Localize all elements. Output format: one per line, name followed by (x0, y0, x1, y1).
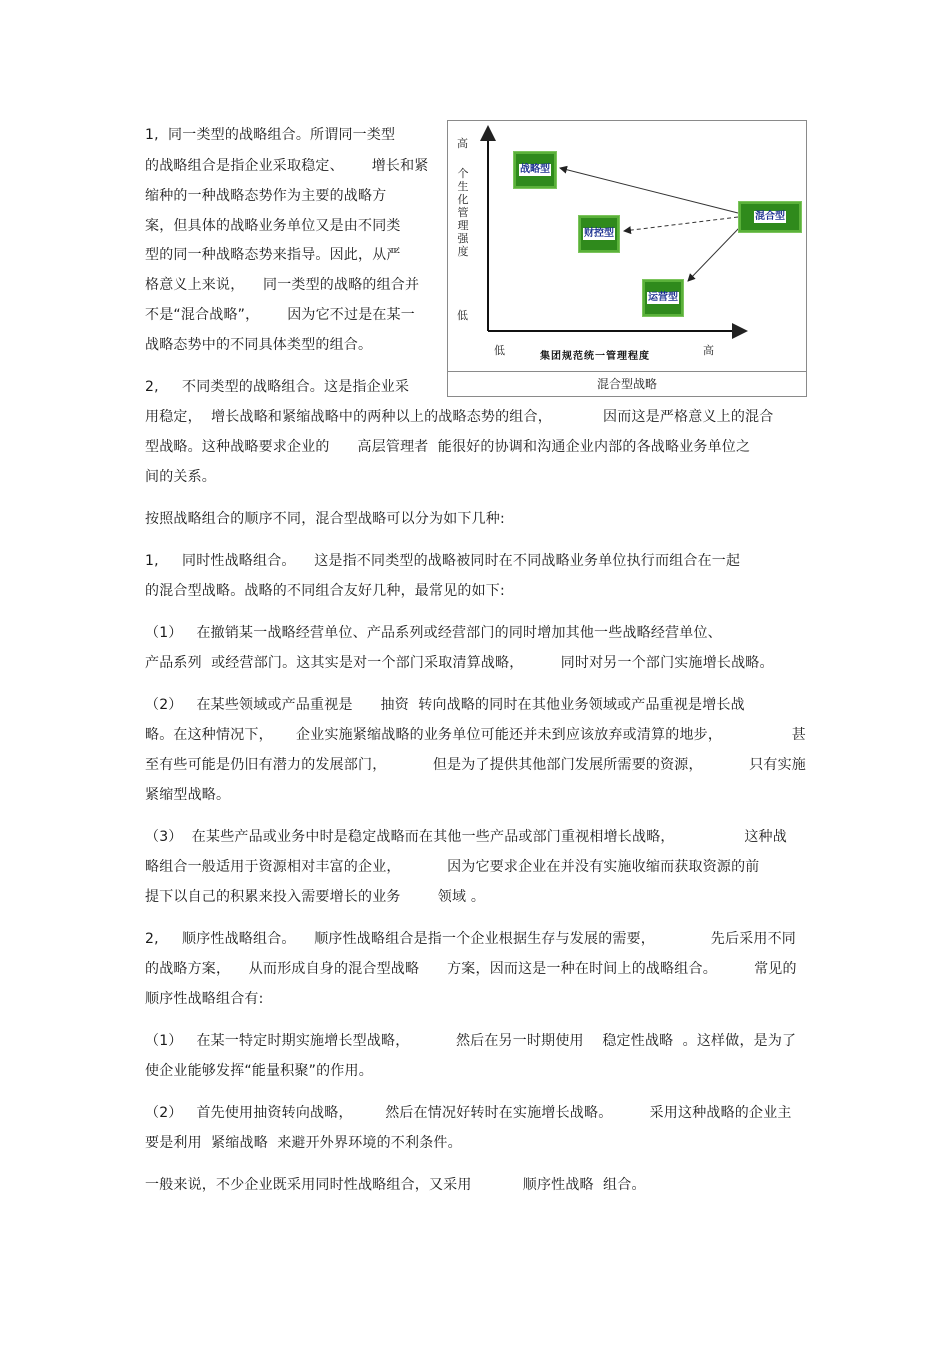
text-line: 一般来说，不少企业既采用同时性战略组合，又采用 顺序性战略 组合。 (145, 1177, 646, 1193)
text-line: 顺序性战略组合有: (145, 991, 264, 1007)
text-line: （3） 在某些产品或业务中时是稳定战略而在其他一些产品或部门重视相增长战略， 这种战 (145, 829, 787, 845)
text-line: （2） 首先使用抽资转向战略， 然后在情况好转时在实施增长战略。 采用这种战略的企业主 (145, 1105, 792, 1121)
text-line: 按照战略组合的顺序不同，混合型战略可以分为如下几种: (145, 511, 505, 527)
text-line: 1, 同时性战略组合。 这是指不同类型的战略被同时在不同战略业务单位执行而组合在一起 (145, 553, 741, 569)
text-line: 使企业能够发挥“能量积聚”的作用。 (145, 1063, 373, 1079)
arrow-to-strategy (560, 168, 738, 213)
text-line: 产品系列 或经营部门。这其实是对一个部门采取清算战略， 同时对另一个部门实施增长战略。 (145, 655, 774, 671)
text-line: 的战略方案， 从而形成自身的混合型战略 方案，因而这是一种在时间上的战略组合。 常见的 (145, 961, 797, 977)
diagram-arrows (448, 121, 806, 371)
text-line: 型战略。这种战略要求企业的 高层管理者 能很好的协调和沟通企业内部的各战略业务单位之 (145, 439, 751, 455)
arrow-to-ops (688, 227, 740, 281)
text-line: 的战略组合是指企业采取稳定、 增长和紧 (145, 158, 429, 174)
text-line: 至有些可能是仍旧有潜力的发展部门， 但是为了提供其他部门发展所需要的资源， 只有实施 (145, 757, 807, 773)
text-line: 用稳定， 增长战略和紧缩战略中的两种以上的战略态势的组合， 因而这是严格意义上的混合 (145, 409, 774, 425)
ops-box: 运营型 (642, 279, 684, 317)
mixed-strategy-figure (447, 120, 807, 397)
text-line: 间的关系。 (145, 469, 216, 485)
strategy-box: 战略型 (513, 151, 557, 189)
text-line: 2, 顺序性战略组合。 顺序性战略组合是指一个企业根据生存与发展的需要， 先后采用不同 (145, 931, 797, 947)
text-line: （1） 在某一特定时期实施增长型战略， 然后在另一时期使用 稳定性战略 。这样做，是为了 (145, 1033, 797, 1049)
text-line: 要是利用 紧缩战略 来避开外界环境的不利条件。 (145, 1135, 462, 1151)
text-line: 1, 同一类型的战略组合。所谓同一类型 (145, 127, 396, 143)
text-line: 紧缩型战略。 (145, 787, 231, 803)
text-line: （1） 在撤销某一战略经营单位、产品系列或经营部门的同时增加其他一些战略经营单位、 (145, 625, 722, 641)
y-low-label: 低 (457, 309, 468, 322)
x-low-label: 低 (494, 344, 505, 357)
text-line: 不是“混合战略”， 因为它不过是在某一 (145, 307, 416, 323)
mixed-box: 混合型 (738, 201, 802, 233)
text-line: 略组合一般适用于资源相对丰富的企业， 因为它要求企业在并没有实施收缩而获取资源的前 (145, 859, 760, 875)
text-line: 案，但具体的战略业务单位又是由不同类 (145, 218, 401, 234)
figure-caption: 混合型战略 (448, 371, 806, 397)
y-axis-label: 个生化管理强度 (457, 167, 469, 258)
x-axis-label: 集团规范统一管理程度 (540, 351, 650, 362)
text-line: 缩种的一种战略态势作为主要的战略方 (145, 188, 387, 204)
x-high-label: 高 (703, 344, 714, 357)
text-line: 2, 不同类型的战略组合。这是指企业采 (145, 379, 410, 395)
text-line: 型的同一种战略态势来指导。因此，从严 (145, 247, 401, 263)
text-line: 提下以自己的积累来投入需要增长的业务 领域 。 (145, 889, 486, 905)
y-high-label: 高 (457, 137, 468, 150)
text-line: （2） 在某些领域或产品重视是 抽资 转向战略的同时在其他业务领域或产品重视是增长战 (145, 697, 745, 713)
arrow-to-finance (624, 217, 738, 231)
text-line: 的混合型战略。战略的不同组合友好几种，最常见的如下: (145, 583, 505, 599)
text-line: 格意义上来说， 同一类型的战略的组合并 (145, 277, 420, 293)
text-line: 略。在这种情况下， 企业实施紧缩战略的业务单位可能还并未到应该放弃或清算的地步， 甚 (145, 727, 807, 743)
finance-box: 财控型 (578, 215, 620, 253)
text-line: 战略态势中的不同具体类型的组合。 (145, 337, 373, 353)
figure-plot (448, 121, 806, 371)
